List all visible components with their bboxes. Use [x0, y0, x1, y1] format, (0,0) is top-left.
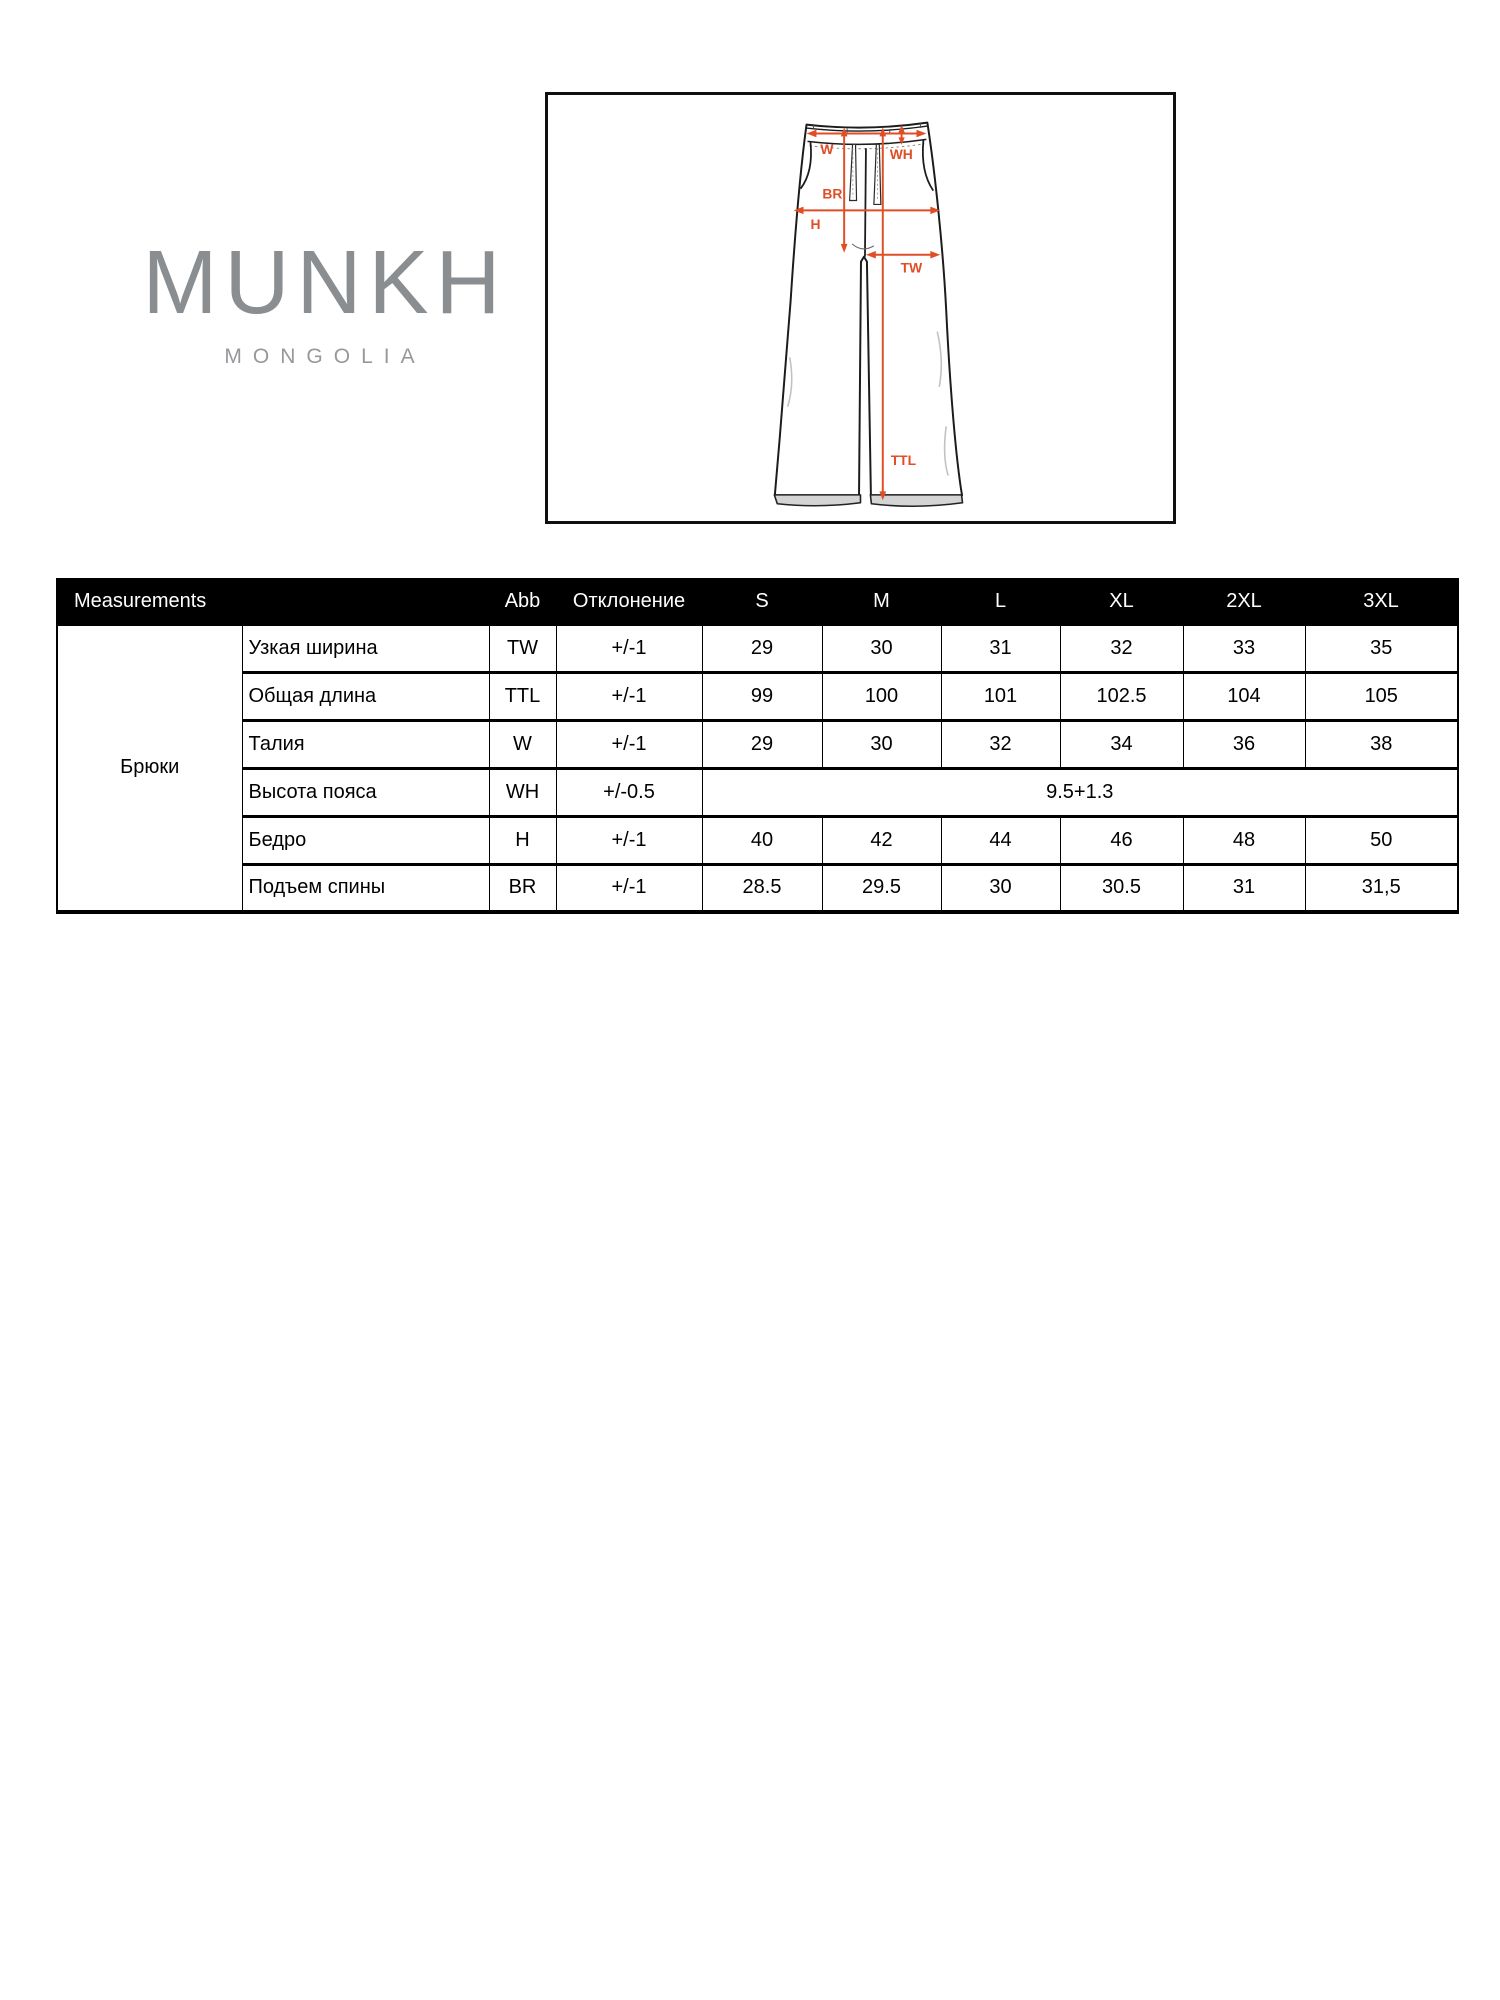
value-cell-l: 32 — [941, 720, 1060, 768]
pants-silhouette — [775, 123, 962, 496]
abb-cell: BR — [489, 864, 556, 912]
brand-logo — [55, 233, 595, 369]
tolerance-cell: +/-1 — [556, 672, 702, 720]
value-cell-3xl: 35 — [1305, 624, 1458, 672]
abb-cell: TW — [489, 624, 556, 672]
measure-label-cell: Общая длина — [242, 672, 489, 720]
table-row-w — [57, 720, 1458, 768]
ttl-label: TTL — [890, 451, 917, 468]
tolerance-cell: +/-1 — [556, 720, 702, 768]
brand-name: MUNKH — [142, 233, 508, 333]
value-cell-m: 30 — [822, 624, 941, 672]
wh-label: WH — [889, 146, 913, 163]
header-size-m: M — [822, 579, 941, 624]
tolerance-cell: +/-1 — [556, 624, 702, 672]
tolerance-cell: +/-0.5 — [556, 768, 702, 816]
value-cell-xl: 30.5 — [1060, 864, 1183, 912]
hem-cuff-left — [774, 495, 860, 506]
value-cell-xl: 34 — [1060, 720, 1183, 768]
br-label: BR — [822, 185, 843, 202]
value-cell-l: 101 — [941, 672, 1060, 720]
value-cell-3xl: 31,5 — [1305, 864, 1458, 912]
table-row-wh — [57, 768, 1458, 816]
value-cell-3xl: 38 — [1305, 720, 1458, 768]
table-row-ttl — [57, 672, 1458, 720]
value-cell-xl: 46 — [1060, 816, 1183, 864]
table-row-tw — [57, 624, 1458, 672]
value-cell-m: 29.5 — [822, 864, 941, 912]
value-cell-2xl: 48 — [1183, 816, 1305, 864]
value-cell-3xl: 50 — [1305, 816, 1458, 864]
header-size-l: L — [941, 579, 1060, 624]
header-size-2xl: 2XL — [1183, 579, 1305, 624]
header-tolerance: Отклонение — [556, 579, 702, 624]
value-cell-l: 31 — [941, 624, 1060, 672]
table-row-h — [57, 816, 1458, 864]
value-cell-s: 29 — [702, 720, 822, 768]
abb-cell: WH — [489, 768, 556, 816]
hem-cuff-right — [870, 495, 962, 506]
value-cell-xl: 102.5 — [1060, 672, 1183, 720]
header-size-s: S — [702, 579, 822, 624]
value-cell-2xl: 104 — [1183, 672, 1305, 720]
value-cell-3xl: 105 — [1305, 672, 1458, 720]
measure-label-cell: Узкая ширина — [242, 624, 489, 672]
measure-label-cell: Подъем спины — [242, 864, 489, 912]
value-cell-s: 28.5 — [702, 864, 822, 912]
value-cell-2xl: 31 — [1183, 864, 1305, 912]
center-front-seam — [865, 148, 866, 256]
h-label: H — [810, 216, 821, 233]
value-cell-2xl: 36 — [1183, 720, 1305, 768]
value-cell-m: 42 — [822, 816, 941, 864]
merged-value-cell: 9.5+1.3 — [702, 768, 1458, 816]
measure-label-cell: Бедро — [242, 816, 489, 864]
table-header-row — [57, 579, 1458, 624]
tw-label: TW — [900, 259, 923, 276]
tolerance-cell: +/-1 — [556, 864, 702, 912]
category-cell: Брюки — [57, 624, 242, 912]
value-cell-m: 100 — [822, 672, 941, 720]
abb-cell: W — [489, 720, 556, 768]
header-measurements: Measurements — [57, 579, 489, 624]
abb-cell: H — [489, 816, 556, 864]
measure-label-cell: Талия — [242, 720, 489, 768]
pants-technical-drawing — [548, 95, 1173, 521]
value-cell-s: 29 — [702, 624, 822, 672]
measure-label-cell: Высота пояса — [242, 768, 489, 816]
value-cell-s: 99 — [702, 672, 822, 720]
tolerance-cell: +/-1 — [556, 816, 702, 864]
brand-subtitle: MONGOLIA — [224, 345, 426, 368]
value-cell-2xl: 33 — [1183, 624, 1305, 672]
table-row-br — [57, 864, 1458, 912]
header-size-3xl: 3XL — [1305, 579, 1458, 624]
size-table-body — [57, 624, 1458, 912]
value-cell-s: 40 — [702, 816, 822, 864]
measurements-table — [56, 578, 1459, 914]
header-size-xl: XL — [1060, 579, 1183, 624]
value-cell-l: 30 — [941, 864, 1060, 912]
w-label: W — [820, 141, 834, 158]
value-cell-m: 30 — [822, 720, 941, 768]
pants-diagram-box — [545, 92, 1176, 524]
abb-cell: TTL — [489, 672, 556, 720]
header-abb: Abb — [489, 579, 556, 624]
value-cell-l: 44 — [941, 816, 1060, 864]
value-cell-xl: 32 — [1060, 624, 1183, 672]
